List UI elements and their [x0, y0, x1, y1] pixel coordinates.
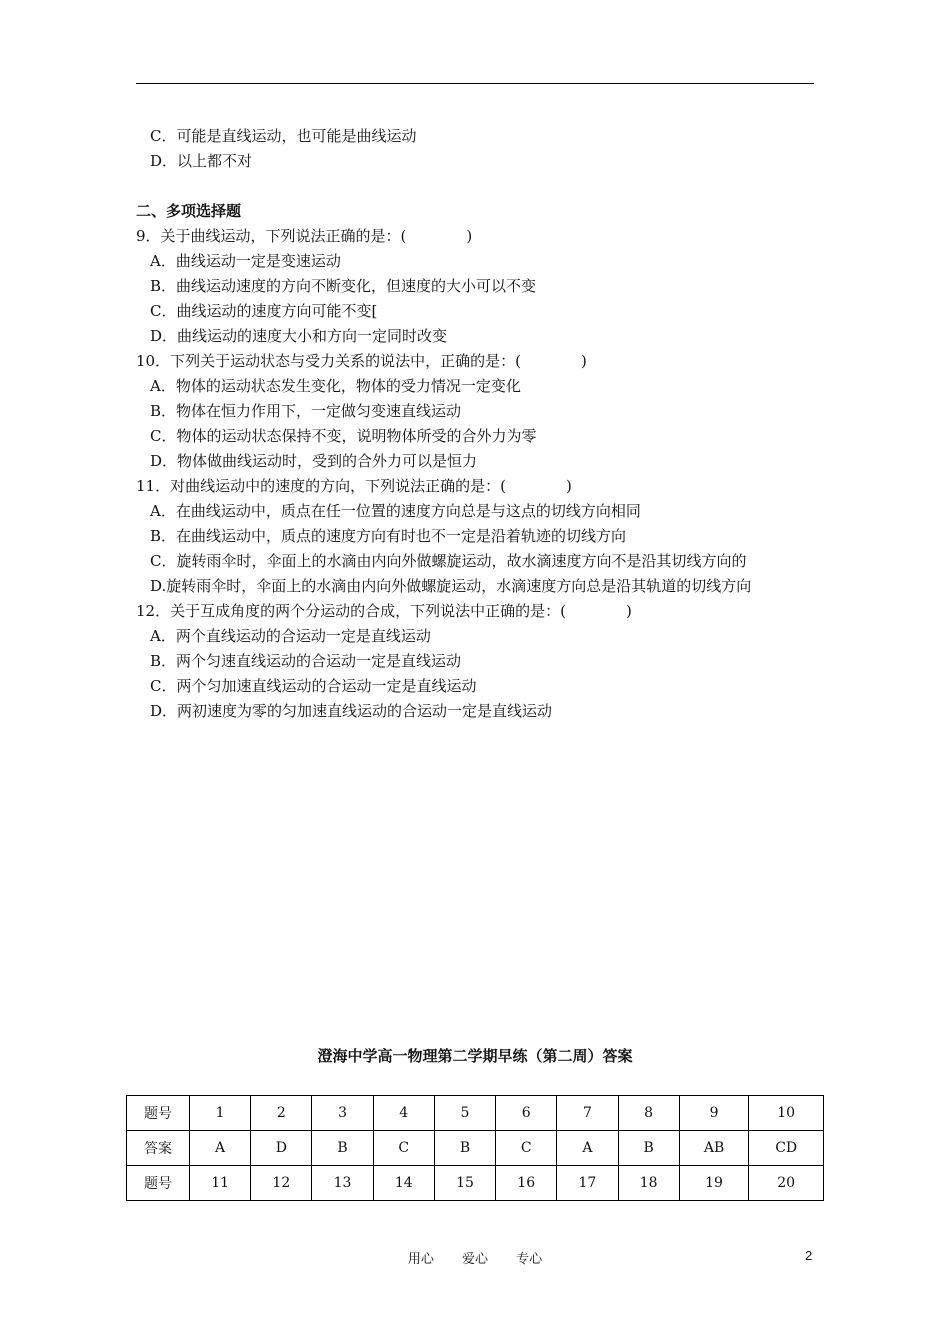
- option-line: D．曲线运动的速度大小和方向一定同时改变: [150, 327, 448, 345]
- option-line: C．曲线运动的速度方向可能不变[: [150, 302, 378, 320]
- option-line: A．在曲线运动中，质点在任一位置的速度方向总是与这点的切线方向相同: [150, 502, 641, 520]
- table-cell: 6: [496, 1096, 557, 1131]
- table-cell: C: [496, 1131, 557, 1166]
- table-cell: 4: [373, 1096, 434, 1131]
- table-cell: D: [251, 1131, 312, 1166]
- row-header: 答案: [127, 1131, 190, 1166]
- option-line: B．两个匀速直线运动的合运动一定是直线运动: [150, 652, 462, 670]
- table-cell: A: [190, 1131, 251, 1166]
- table-cell: B: [312, 1131, 373, 1166]
- table-cell: 11: [190, 1166, 251, 1201]
- table-cell: 7: [557, 1096, 618, 1131]
- section-multiple-choice: [136, 199, 836, 724]
- row-header: 题号: [127, 1166, 190, 1201]
- table-cell: AB: [679, 1131, 749, 1166]
- option-line: B．在曲线运动中，质点的速度方向有时也不一定是沿着轨迹的切线方向: [150, 527, 627, 545]
- question-stem: 9．关于曲线运动，下列说法正确的是：( ): [136, 227, 473, 245]
- table-cell: 1: [190, 1096, 251, 1131]
- row-header: 题号: [127, 1096, 190, 1131]
- table-cell: 5: [434, 1096, 495, 1131]
- option-line: D.旋转雨伞时，伞面上的水滴由内向外做螺旋运动，水滴速度方向总是沿其轨道的切线方向: [150, 577, 752, 595]
- table-cell: 17: [557, 1166, 618, 1201]
- page-number: 2: [805, 1248, 813, 1263]
- table-cell: 12: [251, 1166, 312, 1201]
- option-line: D．物体做曲线运动时，受到的合外力可以是恒力: [150, 452, 478, 470]
- question-stem: 11．对曲线运动中的速度的方向，下列说法正确的是：( ): [136, 477, 572, 495]
- table-cell: 18: [618, 1166, 679, 1201]
- option-line: A．曲线运动一定是变速运动: [150, 252, 341, 270]
- table-cell: B: [618, 1131, 679, 1166]
- top-options: [136, 124, 836, 174]
- table-cell: 10: [749, 1096, 824, 1131]
- footer-item: 用心: [407, 1252, 434, 1267]
- table-cell: 15: [434, 1166, 495, 1201]
- table-row: [127, 1166, 824, 1201]
- option-line: A．物体的运动状态发生变化，物体的受力情况一定变化: [150, 377, 521, 395]
- option-line: C．旋转雨伞时，伞面上的水滴由内向外做螺旋运动，故水滴速度方向不是沿其切线方向的: [150, 552, 747, 570]
- table-cell: 2: [251, 1096, 312, 1131]
- table-cell: C: [373, 1131, 434, 1166]
- table-cell: 19: [679, 1166, 749, 1201]
- option-line: B．物体在恒力作用下，一定做匀变速直线运动: [150, 402, 462, 420]
- option-line: C．可能是直线运动，也可能是曲线运动: [150, 127, 417, 145]
- table-cell: A: [557, 1131, 618, 1166]
- table-cell: 3: [312, 1096, 373, 1131]
- table-cell: 16: [496, 1166, 557, 1201]
- table-row: [127, 1131, 824, 1166]
- question-stem: 10．下列关于运动状态与受力关系的说法中，正确的是：( ): [136, 352, 587, 370]
- option-line: D．两初速度为零的匀加速直线运动的合运动一定是直线运动: [150, 702, 553, 720]
- table-cell: CD: [749, 1131, 824, 1166]
- section-title: 二、多项选择题: [136, 202, 242, 220]
- table-cell: 14: [373, 1166, 434, 1201]
- table-cell: 20: [749, 1166, 824, 1201]
- option-line: A．两个直线运动的合运动一定是直线运动: [150, 627, 431, 645]
- table-cell: 9: [679, 1096, 749, 1131]
- option-line: C．物体的运动状态保持不变，说明物体所受的合外力为零: [150, 427, 537, 445]
- table-cell: B: [434, 1131, 495, 1166]
- question-stem: 12．关于互成角度的两个分运动的合成，下列说法中正确的是：( ): [136, 602, 632, 620]
- table-cell: 13: [312, 1166, 373, 1201]
- option-line: C．两个匀加速直线运动的合运动一定是直线运动: [150, 677, 477, 695]
- answer-title: 澄海中学高一物理第二学期早练（第二周）答案: [317, 1047, 633, 1065]
- footer-item: 爱心: [461, 1252, 488, 1267]
- header-rule: [136, 83, 814, 84]
- option-line: D．以上都不对: [150, 152, 253, 170]
- option-line: B．曲线运动速度的方向不断变化，但速度的大小可以不变: [150, 277, 537, 295]
- table-row: [127, 1096, 824, 1131]
- answer-table: [126, 1095, 824, 1201]
- table-cell: 8: [618, 1096, 679, 1131]
- footer-item: 专心: [516, 1252, 543, 1267]
